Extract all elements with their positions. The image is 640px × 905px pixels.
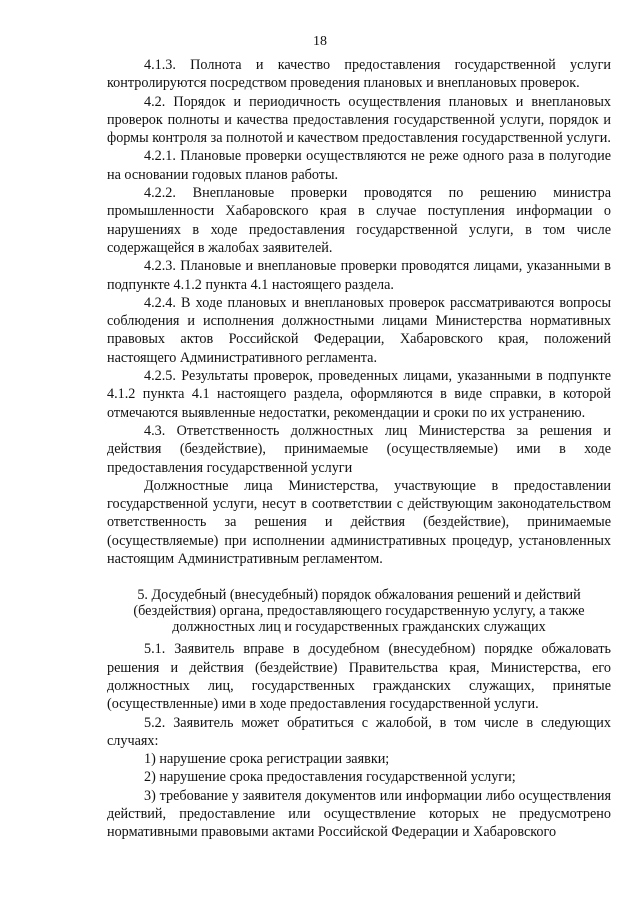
paragraph-5-1: 5.1. Заявитель вправе в досудебном (внесудебном) порядке обжаловать решения и действия (бездействие) Правительства края, Министерства, его должностных лиц, государственных гражданских служащих, принятые (осуществленные) ими в ходе предоставления государственной услуги. [107, 641, 611, 713]
list-item-1: 1) нарушение срока регистрации заявки; [144, 751, 390, 768]
paragraph-4-2-5: 4.2.5. Результаты проверок, проведенных лицами, указанными в подпункте 4.1.2 пункта 4.1 настоящего раздела, оформляются в виде справки, в которой отмечаются выявленные недостатки, рекомендации и сроки по их устранению. [107, 368, 611, 421]
list-item-2: 2) нарушение срока предоставления государственной услуги; [144, 769, 516, 786]
section-5-heading [107, 587, 611, 635]
paragraph-4-2-4: 4.2.4. В ходе плановых и внеплановых проверок рассматриваются вопросы соблюдения и исполнения должностными лицами Министерства нормативных правовых актов Российской Федерации, Хабаровского края, положений настоящего Административного регламента. [107, 294, 611, 366]
document-body [107, 56, 611, 842]
paragraph-4-2-1: 4.2.1. Плановые проверки осуществляются не реже одного раза в полугодие на основании годовых планов работы. [107, 148, 611, 183]
paragraph-4-3: 4.3. Ответственность должностных лиц Министерства за решения и действия (бездействие), принимаемые (осуществляемые) ими в ходе предоставления государственной услуги [107, 422, 611, 476]
list-item-3: 3) требование у заявителя документов или информации либо осуществления действий, предоставление или осуществление которых не предусмотрено нормативными правовыми актами Российской Федерации и Хабаровского [107, 787, 611, 841]
paragraph-officials-responsibility: Должностные лица Министерства, участвующие в предоставлении государственной услуги, несут в соответствии с действующим законодательством ответственность за решения и действия (бездействие), принимаемые (осуществляемые) при исполнении административных процедур, установленных настоящим Административным регламентом. [107, 477, 611, 568]
paragraph-4-1-3: 4.1.3. Полнота и качество предоставления государственной услуги контролируются посредством проведения плановых и внеплановых проверок. [107, 57, 611, 92]
paragraph-5-2: 5.2. Заявитель может обратиться с жалобой, в том числе в следующих случаях: [107, 714, 611, 749]
paragraph-4-2-2: 4.2.2. Внеплановые проверки проводятся по решению министра промышленности Хабаровского края в случае поступления информации о нарушениях в ходе предоставления государственной услуги, в том числе содержащейся в жалобах заявителей. [107, 185, 611, 256]
paragraph-4-2: 4.2. Порядок и периодичность осуществления плановых и внеплановых проверок полноты и качества предоставления государственной услуги, порядок и формы контроля за полнотой и качеством предоставления государственной услуги. [107, 93, 611, 147]
page-number: 18 [313, 34, 327, 49]
section-5-heading-text: 5. Досудебный (внесудебный) порядок обжалования решений и действий (бездействия) органа, предоставляющего государственную услугу, а также должностных лиц и государственных гражданских служащих [133, 587, 585, 636]
paragraph-4-2-3: 4.2.3. Плановые и внеплановые проверки проводятся лицами, указанными в подпункте 4.1.2 пункта 4.1 настоящего раздела. [107, 258, 611, 293]
